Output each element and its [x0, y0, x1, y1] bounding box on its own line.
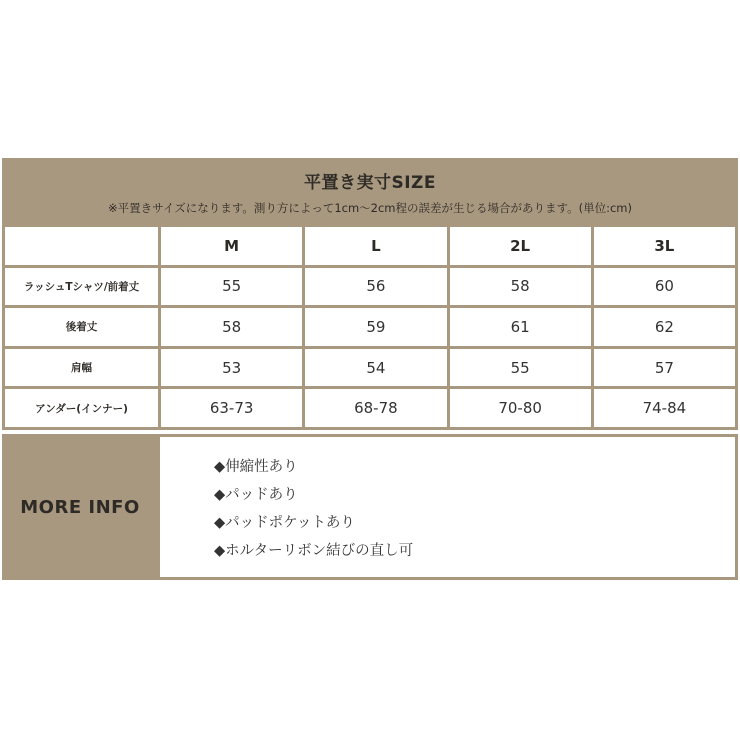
table-cell: 70-80 — [450, 389, 591, 427]
table-cell: 68-78 — [305, 389, 446, 427]
table-row — [5, 308, 735, 346]
table-cell: 59 — [305, 308, 446, 346]
row-label: アンダー(インナー) — [5, 389, 158, 427]
more-info-section — [2, 434, 738, 580]
table-row — [5, 389, 735, 427]
table-cell: 53 — [161, 349, 302, 387]
measurement-note: ※平置きサイズになります。測り方によって1cm〜2cm程の誤差が生じる場合があります。(単位:cm) — [108, 201, 632, 215]
list-item: ◆パッドポケットあり — [214, 515, 355, 531]
list-item: ◆パッドあり — [214, 487, 298, 503]
size-chart — [2, 158, 738, 430]
header-cell-2l: 2L — [450, 227, 591, 265]
row-label: 後着丈 — [5, 308, 158, 346]
row-label: ラッシュTシャツ/前着丈 — [5, 268, 158, 306]
size-table — [2, 224, 738, 430]
header-cell-3l: 3L — [594, 227, 735, 265]
row-label: 肩幅 — [5, 349, 158, 387]
list-item: ◆ホルターリボン結びの直し可 — [214, 543, 414, 559]
table-cell: 58 — [161, 308, 302, 346]
header-cell-m: M — [161, 227, 302, 265]
table-cell: 57 — [594, 349, 735, 387]
table-cell: 58 — [450, 268, 591, 306]
header-cell-empty — [5, 227, 158, 265]
size-chart-title: 平置き実寸SIZE — [303, 173, 436, 193]
table-cell: 63-73 — [161, 389, 302, 427]
table-cell: 55 — [161, 268, 302, 306]
table-cell: 54 — [305, 349, 446, 387]
table-cell: 55 — [450, 349, 591, 387]
header-cell-l: L — [305, 227, 446, 265]
list-item: ◆伸縮性あり — [214, 459, 298, 475]
table-header-row — [5, 227, 735, 265]
more-info-list — [160, 437, 735, 577]
table-cell: 61 — [450, 308, 591, 346]
more-info-label: MORE INFO — [20, 496, 140, 518]
table-cell: 60 — [594, 268, 735, 306]
table-cell: 56 — [305, 268, 446, 306]
table-row — [5, 268, 735, 306]
table-row — [5, 349, 735, 387]
table-cell: 62 — [594, 308, 735, 346]
table-cell: 74-84 — [594, 389, 735, 427]
